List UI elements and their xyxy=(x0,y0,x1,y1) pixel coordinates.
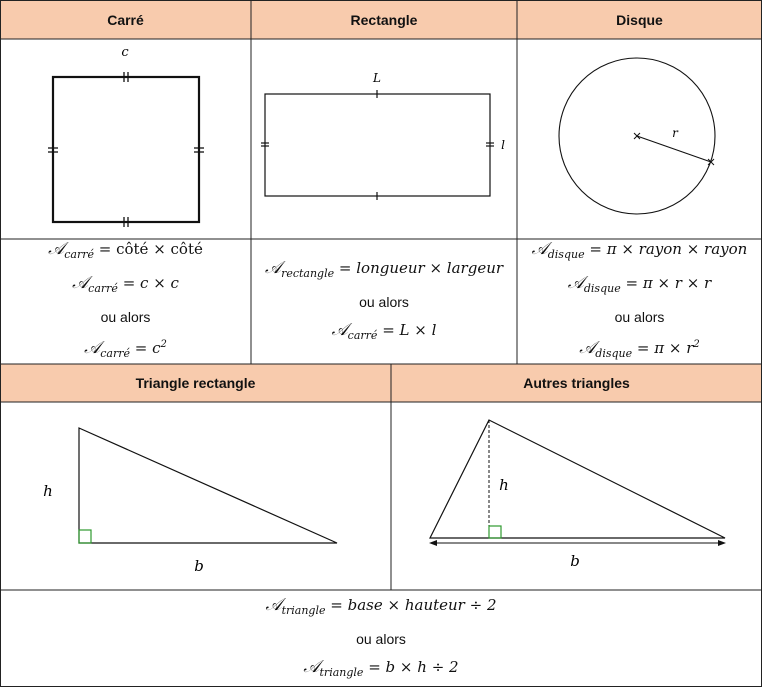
other-triangle-base-label: b xyxy=(570,552,580,570)
header-rectangle-label: Rectangle xyxy=(350,11,418,28)
rectangle-length-label: L xyxy=(373,71,381,85)
other-triangle-height-label: h xyxy=(499,476,509,494)
disk-formula-2: 𝒜$_{disque}$ = π × r × r xyxy=(567,273,712,295)
rectangle-formula-1: 𝒜$_{rectangle}$ = longueur × largeur xyxy=(264,257,504,280)
square-formula-1: 𝒜$_{carré}$ = côté × côté xyxy=(48,239,203,261)
header-square-label: Carré xyxy=(107,11,144,28)
header-disk-label: Disque xyxy=(616,11,663,28)
rectangle-alt-text: ou alors xyxy=(359,293,409,310)
triangle-alt-text: ou alors xyxy=(356,630,406,647)
square-alt-text: ou alors xyxy=(100,309,151,325)
rectangle-width-label: l xyxy=(501,138,505,152)
right-triangle-height-label: h xyxy=(43,482,53,500)
right-triangle-base-label: b xyxy=(194,557,204,575)
header-right-triangle-label: Triangle rectangle xyxy=(135,375,256,391)
triangle-formula-2: 𝒜$_{triangle}$ = b × h ÷ 2 xyxy=(303,656,459,679)
square-formula-3: 𝒜$_{carré}$ = $c^2$ xyxy=(84,338,167,360)
disk-alt-text: ou alors xyxy=(614,309,665,325)
header-other-triangles-label: Autres triangles xyxy=(523,375,630,391)
disk-formula-1: 𝒜$_{disque}$ = π × rayon × rayon xyxy=(531,239,748,261)
rectangle-formula-2: 𝒜$_{carré}$ = L × l xyxy=(331,319,437,342)
square-side-label: c xyxy=(121,45,129,60)
square-formula-2: 𝒜$_{carré}$ = c × c xyxy=(72,273,179,295)
disk-formula-3: 𝒜$_{disque}$ = $\pi \times r^2$ xyxy=(579,338,700,360)
disk-radius-label: r xyxy=(672,126,678,140)
triangle-formula-1: 𝒜$_{triangle}$ = base × hauteur ÷ 2 xyxy=(265,594,497,617)
